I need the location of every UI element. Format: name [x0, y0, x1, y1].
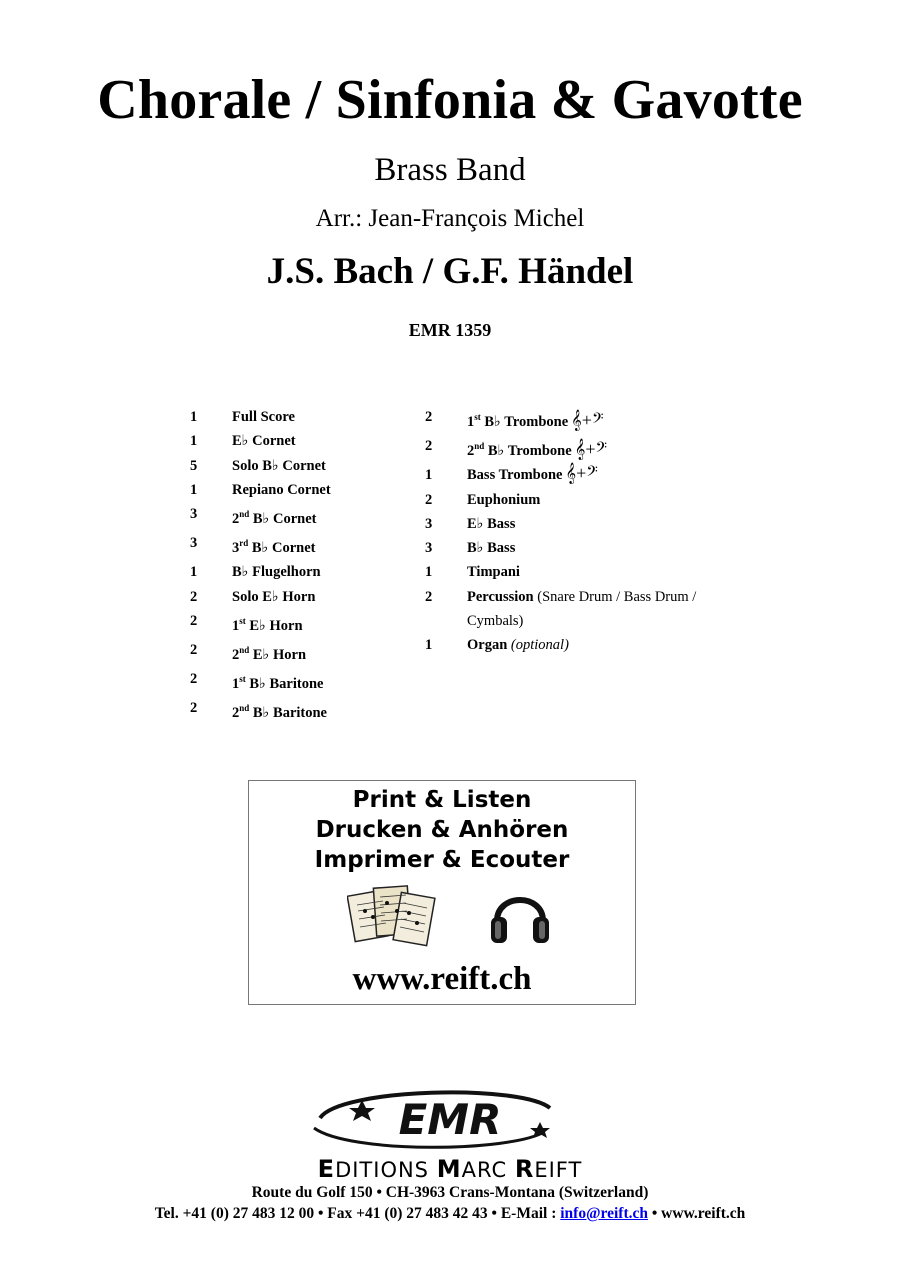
part-name: Full Score — [232, 409, 295, 425]
part-name: Solo B♭ Cornet — [232, 457, 326, 474]
part-row — [190, 405, 410, 429]
part-quantity: 5 — [190, 457, 198, 474]
logo-text: EMR — [398, 1095, 502, 1144]
part-row — [190, 478, 410, 502]
part-quantity: 2 — [190, 642, 198, 659]
part-name: B♭ Flugelhorn — [232, 564, 321, 581]
part-name: 3rd B♭ Cornet — [232, 538, 316, 557]
part-row — [425, 536, 745, 560]
ensemble-subtitle: Brass Band — [374, 152, 526, 188]
part-name: Repiano Cornet — [232, 481, 331, 498]
part-row — [190, 429, 410, 453]
part-row — [190, 667, 410, 696]
part-name: Euphonium — [467, 491, 541, 508]
part-quantity: 2 — [425, 491, 433, 508]
part-row — [190, 560, 410, 584]
part-quantity: 2 — [190, 700, 198, 717]
part-row — [190, 531, 410, 560]
part-quantity: 1 — [190, 481, 198, 498]
part-row — [190, 638, 410, 667]
clef-icon: 𝄞+𝄢 — [565, 463, 598, 484]
part-name: E♭ Cornet — [232, 433, 296, 450]
part-quantity: 1 — [190, 564, 198, 581]
part-name: 1st E♭ Horn — [232, 616, 303, 634]
part-name: Solo E♭ Horn — [232, 588, 316, 605]
headphones-icon — [489, 883, 551, 947]
part-name: 2nd B♭ Baritone — [232, 703, 327, 722]
part-quantity: 1 — [425, 637, 433, 654]
part-row — [425, 560, 745, 584]
part-row — [425, 434, 745, 463]
part-row — [425, 463, 745, 487]
clef-icon: 𝄞+𝄢 — [574, 438, 608, 459]
part-quantity: 1 — [190, 433, 198, 450]
catalog-number: EMR 1359 — [408, 320, 492, 340]
print-listen-box — [248, 780, 636, 1005]
part-row — [190, 585, 410, 609]
part-quantity: 2 — [425, 409, 433, 425]
part-row — [190, 696, 410, 725]
sheet-music-icon — [347, 881, 439, 955]
part-quantity: 1 — [425, 467, 433, 484]
part-row — [190, 454, 410, 478]
part-row — [425, 633, 745, 657]
part-name: Organ (optional) — [467, 637, 569, 654]
emr-logo — [300, 1088, 600, 1152]
part-row — [425, 405, 745, 434]
publisher-contact: Tel. +41 (0) 27 483 12 00 • Fax +41 (0) 27 483 42 43 • E-Mail : info@reift.ch • www.reift.ch — [154, 1205, 746, 1222]
promo-line-french: Imprimer & Ecouter — [314, 847, 570, 873]
part-name: 1st B♭ Baritone — [232, 674, 324, 693]
part-quantity: 2 — [190, 613, 198, 630]
parts-list-left — [190, 405, 410, 726]
part-name: Percussion (Snare Drum / Bass Drum / Cymbals) — [467, 588, 697, 630]
part-row — [425, 488, 745, 512]
part-row — [425, 512, 745, 536]
part-quantity: 2 — [425, 438, 433, 455]
part-name: 2nd B♭ Trombone 𝄞+𝄢 — [467, 438, 608, 459]
parts-list-right — [425, 405, 745, 658]
part-quantity: 2 — [190, 588, 198, 605]
part-name: Bass Trombone 𝄞+𝄢 — [467, 463, 598, 484]
part-quantity: 1 — [190, 409, 198, 425]
page-title: Chorale / Sinfonia & Gavotte — [97, 69, 803, 131]
part-quantity: 3 — [425, 540, 433, 557]
part-name: E♭ Bass — [467, 515, 516, 532]
promo-line-german: Drucken & Anhören — [315, 817, 569, 843]
part-row — [425, 585, 745, 634]
arranger-credit: Arr.: Jean-François Michel — [315, 205, 585, 232]
part-quantity: 1 — [425, 564, 433, 581]
promo-url[interactable]: www.reift.ch — [352, 961, 532, 997]
part-row — [190, 609, 410, 638]
part-quantity: 3 — [425, 515, 433, 532]
publisher-name: EDITIONS MARC REIFT — [317, 1155, 583, 1183]
email-link[interactable]: info@reift.ch — [560, 1205, 648, 1222]
part-name: B♭ Bass — [467, 540, 516, 557]
part-quantity: 2 — [190, 671, 198, 688]
promo-line-english: Print & Listen — [352, 787, 532, 813]
composer-credit: J.S. Bach / G.F. Händel — [266, 251, 634, 292]
part-quantity: 2 — [425, 588, 433, 605]
part-name: 2nd E♭ Horn — [232, 645, 307, 663]
part-name: 2nd B♭ Cornet — [232, 509, 317, 528]
part-quantity: 3 — [190, 506, 198, 523]
clef-icon: 𝄞+𝄢 — [571, 409, 604, 430]
publisher-address: Route du Golf 150 • CH-3963 Crans-Montana (Switzerland) — [251, 1184, 649, 1201]
part-name: 1st B♭ Trombone 𝄞+𝄢 — [467, 409, 604, 430]
part-row — [190, 502, 410, 531]
part-quantity: 3 — [190, 535, 198, 552]
part-name: Timpani — [467, 564, 520, 581]
